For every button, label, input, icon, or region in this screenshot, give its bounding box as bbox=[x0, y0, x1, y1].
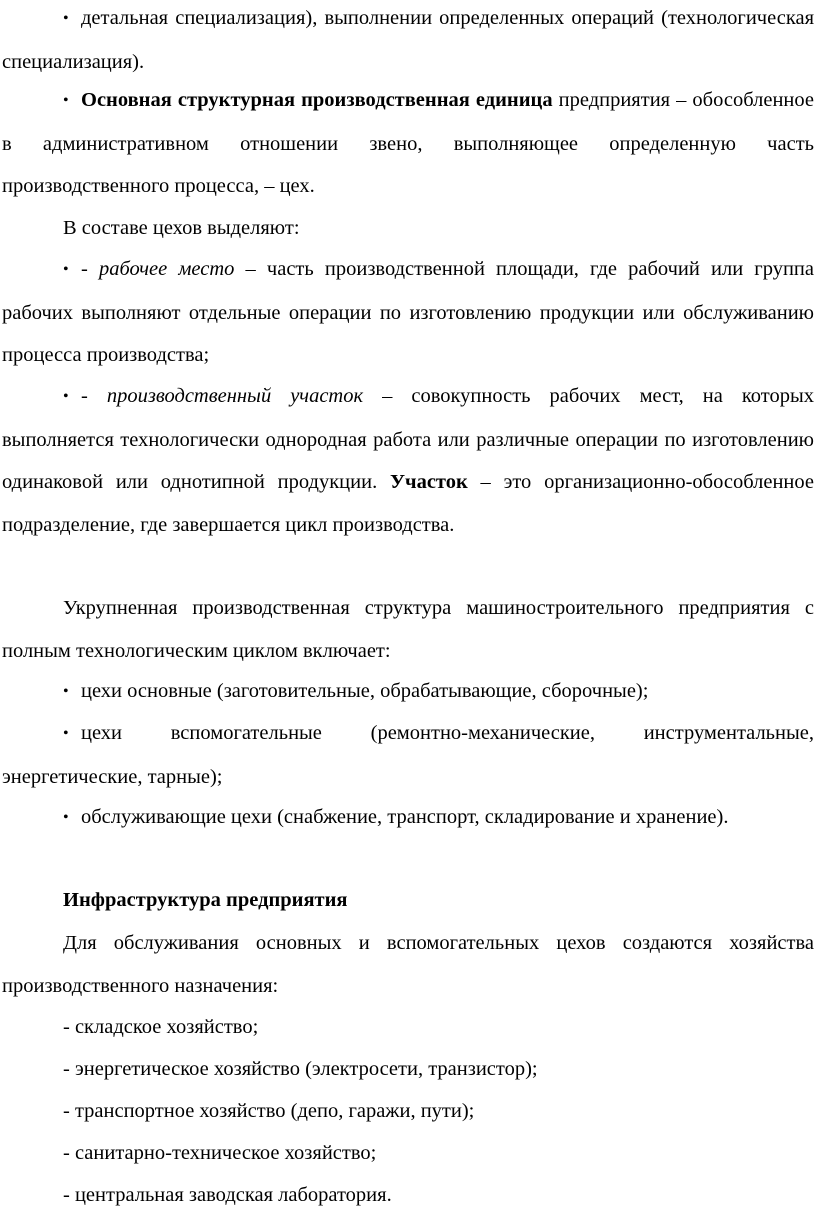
bullet-icon: • bbox=[63, 92, 69, 109]
term-production-section: производственный участок bbox=[106, 385, 364, 407]
paragraph-text: Для обслуживания основных и вспомогательных цехов создаются хозяйства производственного назначения: bbox=[2, 932, 814, 997]
term-workplace: рабочее место bbox=[98, 258, 235, 280]
bullet-icon: • bbox=[63, 388, 69, 405]
list-item: - транспортное хозяйство (депо, гаражи, пути); bbox=[63, 1100, 475, 1122]
list-item: - энергетическое хозяйство (электросети, транзистор); bbox=[63, 1058, 538, 1080]
list-item: - центральная заводская лаборатория. bbox=[63, 1184, 392, 1206]
dash-prefix: - bbox=[81, 258, 99, 280]
paragraph-main-shops bbox=[2, 670, 814, 714]
paragraph-enlarged-structure bbox=[2, 587, 814, 672]
bullet-icon: • bbox=[63, 809, 69, 826]
paragraph-text: цехи вспомогательные (ремонтно-механические, инструментальные, энергетические, тарные); bbox=[2, 722, 814, 788]
bullet-icon: • bbox=[63, 261, 69, 278]
section-heading: Инфраструктура предприятия bbox=[63, 889, 348, 911]
term-section: Участок bbox=[389, 471, 468, 494]
paragraph-text: В составе цехов выделяют: bbox=[63, 217, 300, 239]
bullet-icon: • bbox=[63, 725, 69, 742]
bullet-icon: • bbox=[63, 683, 69, 700]
paragraph-facilities-intro bbox=[2, 922, 814, 1007]
list-item: - складское хозяйство; bbox=[63, 1016, 259, 1038]
paragraph-specialization bbox=[2, 0, 814, 83]
paragraph-text: Укрупненная производственная структура машиностроительного предприятия с полным технологическим циклом включает: bbox=[2, 597, 814, 662]
term-main-unit: Основная структурная производственная единица bbox=[81, 89, 553, 111]
paragraph-text: детальная специализация), выполнении определенных операций (технологическая специализация). bbox=[2, 7, 814, 73]
paragraph-text: обслуживающие цехи (снабжение, транспорт, складирование и хранение). bbox=[81, 806, 729, 828]
paragraph-text: цехи основные (заготовительные, обрабатывающие, сборочные); bbox=[81, 680, 649, 702]
paragraph-workplace bbox=[2, 248, 814, 377]
paragraph-text: – совокупность рабочих мест, на которых выполняется технологически однородная работа или различные операции по изготовлению одинаковой или однотипной продукции. bbox=[2, 385, 814, 494]
dash-prefix: - bbox=[81, 385, 107, 407]
paragraph-main-unit bbox=[2, 79, 814, 208]
paragraph-text: – часть производственной площади, где рабочий или группа рабочих выполняют отдельные операции по изготовлению продукции или обслуживанию процесса производства; bbox=[2, 258, 814, 367]
paragraph-production-section bbox=[2, 375, 814, 546]
paragraph-service-shops bbox=[2, 796, 814, 840]
list-item: - санитарно-техническое хозяйство; bbox=[63, 1142, 377, 1164]
paragraph-auxiliary-shops bbox=[2, 712, 814, 798]
paragraph-workshops-intro bbox=[2, 207, 814, 250]
bullet-icon: • bbox=[63, 10, 69, 27]
paragraph-text: предприятия – обособленное в административном отношении звено, выполняющее определенную часть производственного процесса, – цех. bbox=[2, 89, 814, 198]
paragraph-text: – это организационно-обособленное подразделение, где завершается цикл производства. bbox=[2, 471, 815, 536]
